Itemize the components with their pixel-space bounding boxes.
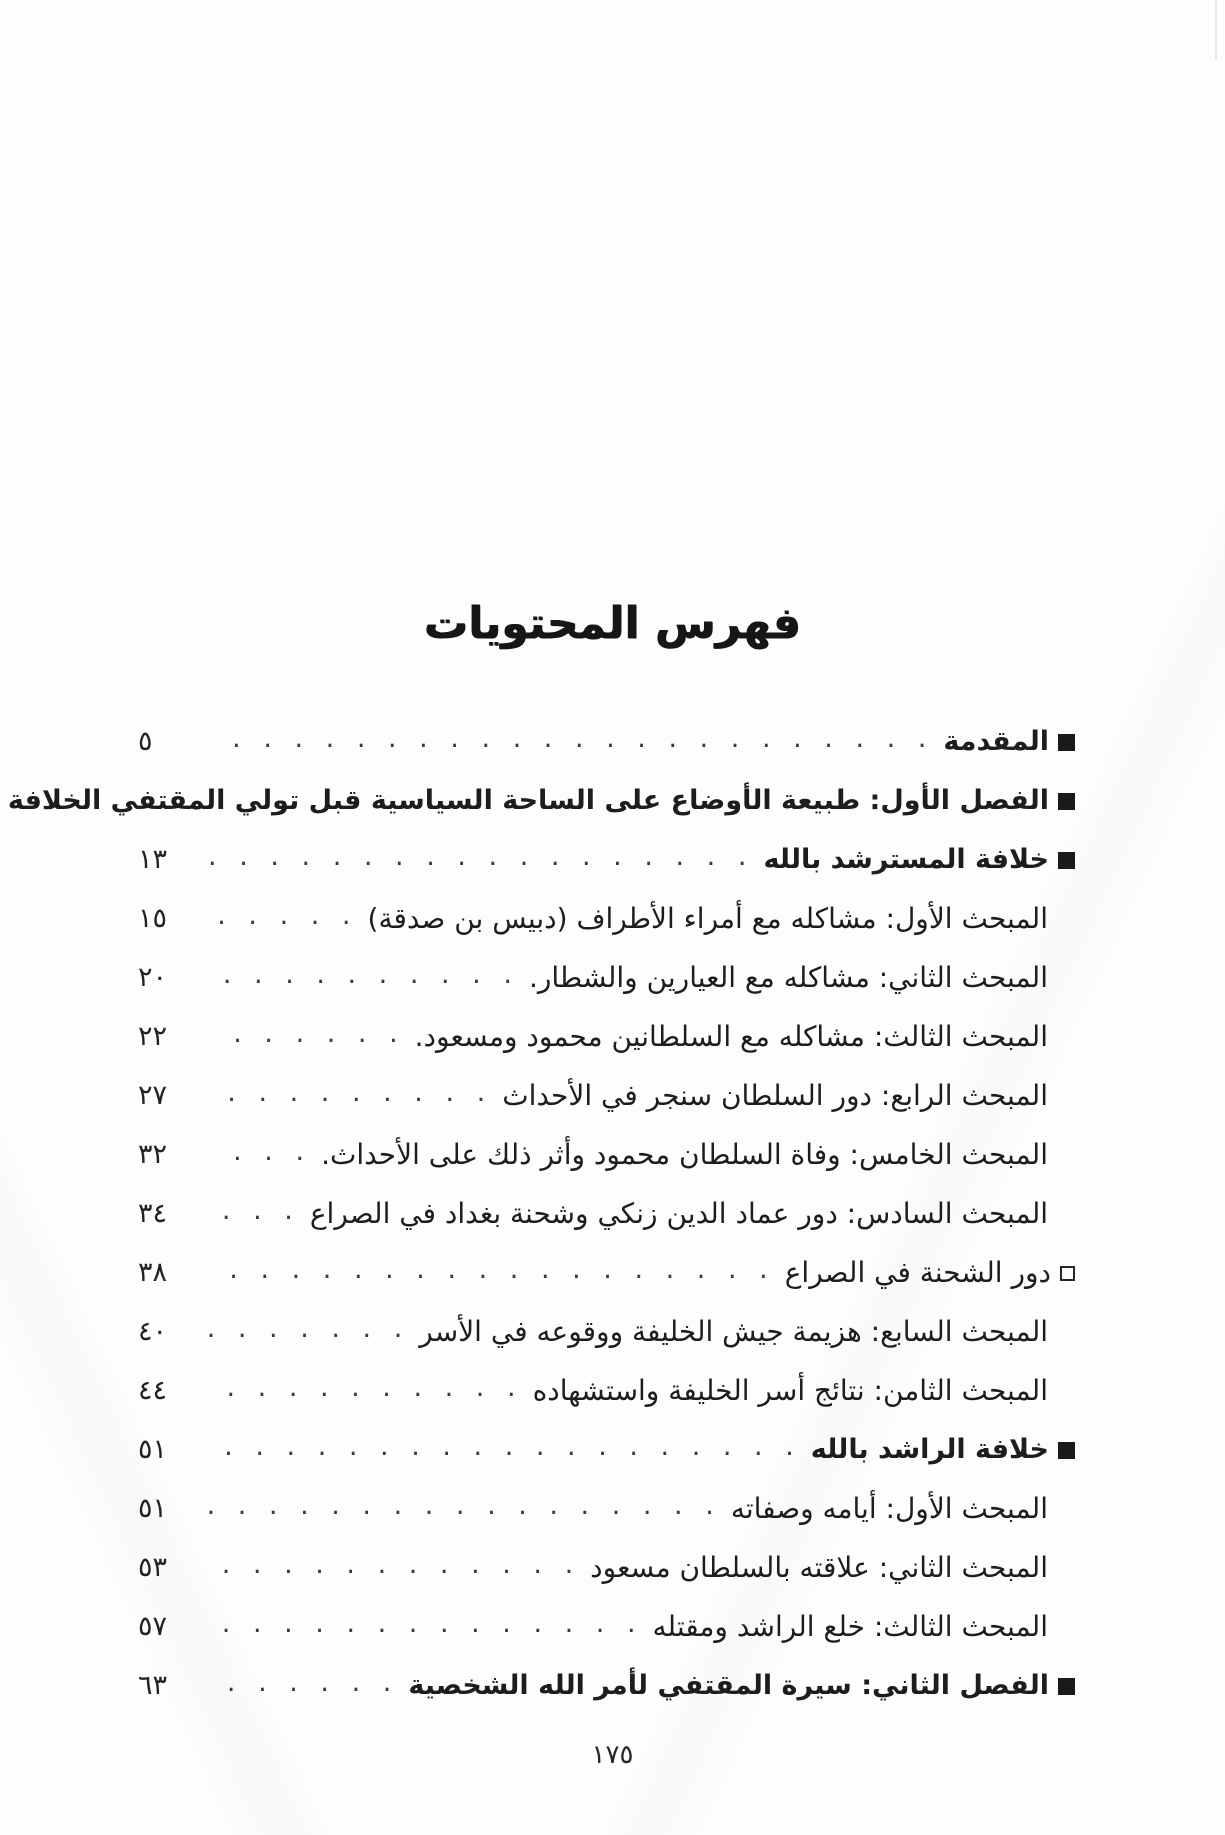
toc-entry-title: خلافة الراشد بالله [810, 1434, 1049, 1465]
hollow-square-bullet-icon [1060, 1266, 1075, 1281]
dot-leader [208, 1610, 643, 1644]
filled-square-bullet-icon [1058, 1442, 1075, 1459]
toc-entry-title: خلافة المسترشد بالله [763, 844, 1049, 875]
toc-entry-title: المبحث السادس: دور عماد الدين زنكي وشحنة بغداد في الصراع [309, 1196, 1048, 1230]
footer-page-number: ١٧٥ [591, 1740, 634, 1770]
toc-entry-title: المبحث السابع: هزيمة جيش الخليفة ووقوعه في الأسر [419, 1314, 1048, 1348]
page-edge-mark [1215, 0, 1217, 60]
toc-entry-page-number: ١٥ [138, 903, 168, 934]
dot-leader [208, 1433, 801, 1467]
toc-entry [138, 1420, 1075, 1479]
toc-entry [138, 712, 1075, 771]
toc-entry-page-number: ٤٤ [138, 1375, 168, 1406]
toc-entry [138, 1302, 1075, 1361]
dot-leader [208, 843, 753, 877]
toc-entry [138, 1184, 1075, 1243]
dot-leader [208, 902, 358, 936]
dot-leader [208, 1551, 580, 1585]
toc-entry [138, 1597, 1075, 1656]
toc-entry [138, 1656, 1075, 1715]
toc-entry-page-number: ٥١ [138, 1434, 168, 1465]
toc-entry-title: المقدمة [943, 726, 1049, 757]
dot-leader [208, 1020, 405, 1054]
filled-square-bullet-icon [1058, 1678, 1075, 1695]
dot-leader [208, 1492, 721, 1526]
dot-leader [208, 1197, 300, 1231]
toc-entry [138, 948, 1075, 1007]
toc-entry-title: الفصل الثاني: سيرة المقتفي لأمر الله الشخصية [408, 1670, 1049, 1701]
toc-entry-page-number: ٥١ [138, 1493, 168, 1524]
filled-square-bullet-icon [1058, 852, 1075, 869]
toc-entry [138, 1007, 1075, 1066]
toc-entry-title: المبحث الأول: مشاكله مع أمراء الأطراف (دبيس بن صدقة) [367, 901, 1048, 935]
toc-entry-page-number: ١٣ [138, 844, 168, 875]
toc-entry-title: المبحث الثالث: خلع الراشد ومقتله [652, 1609, 1048, 1643]
dot-leader [208, 1079, 492, 1113]
toc-entry-page-number: ٤٠ [138, 1316, 168, 1347]
dot-leader [208, 725, 933, 759]
toc-entry-page-number: ٢٧ [138, 1080, 168, 1111]
dot-leader [208, 1138, 311, 1172]
toc-entry-page-number: ٢٢ [138, 1021, 168, 1052]
toc-entry-title: المبحث الثاني: علاقته بالسلطان مسعود [590, 1550, 1048, 1584]
toc-entry [138, 1243, 1075, 1302]
toc-entry-page-number: ٣٤ [138, 1198, 168, 1229]
toc-entry-title: الفصل الأول: طبيعة الأوضاع على الساحة السياسية قبل تولي المقتفي الخلافة [7, 785, 1049, 816]
filled-square-bullet-icon [1058, 734, 1075, 751]
toc-entry-title: المبحث الثالث: مشاكله مع السلطانين محمود ومسعود. [414, 1019, 1048, 1053]
toc-entry-title: المبحث الأول: أيامه وصفاته [730, 1491, 1048, 1525]
toc-entry-title: المبحث الرابع: دور السلطان سنجر في الأحداث [502, 1078, 1048, 1112]
toc-entry-page-number: ٣٨ [138, 1257, 168, 1288]
toc-entry-page-number: ٥٣ [138, 1552, 168, 1583]
dot-leader [208, 1256, 775, 1290]
toc-entry [7, 771, 1075, 830]
page-title: فهرس المحتويات [424, 598, 801, 649]
toc-entry [138, 1538, 1075, 1597]
toc-entry-page-number: ٢٠ [138, 962, 168, 993]
toc-entry [138, 1066, 1075, 1125]
toc-list [7, 712, 1075, 1715]
toc-entry-page-number: ٣٢ [138, 1139, 168, 1170]
toc-entry [138, 830, 1075, 889]
dot-leader [208, 961, 519, 995]
toc-entry-title: المبحث الثامن: نتائج أسر الخليفة واستشهاده [532, 1373, 1048, 1407]
dot-leader [208, 1374, 523, 1408]
toc-entry [138, 1479, 1075, 1538]
toc-entry [138, 1361, 1075, 1420]
toc-entry-title: المبحث الخامس: وفاة السلطان محمود وأثر ذلك على الأحداث. [321, 1137, 1048, 1171]
dot-leader [208, 1669, 398, 1703]
toc-entry-page-number: ٥ [138, 726, 153, 757]
dot-leader [208, 1315, 409, 1349]
filled-square-bullet-icon [1058, 793, 1075, 810]
toc-entry-page-number: ٥٧ [138, 1611, 168, 1642]
toc-entry-page-number: ٦٣ [138, 1670, 168, 1701]
toc-entry [138, 1125, 1075, 1184]
toc-entry [138, 889, 1075, 948]
toc-entry-title: دور الشحنة في الصراع [784, 1255, 1051, 1289]
toc-entry-title: المبحث الثاني: مشاكله مع العيارين والشطار. [528, 960, 1048, 994]
